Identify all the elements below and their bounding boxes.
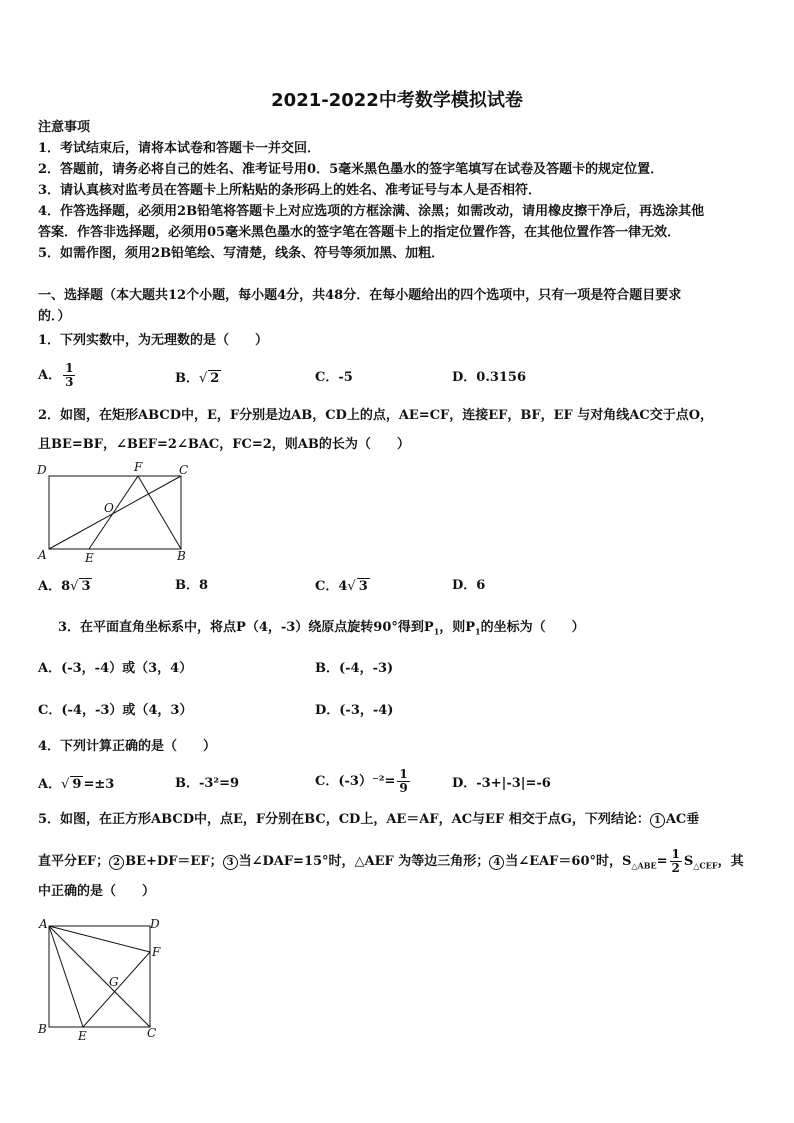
label-c: C [147,1026,157,1040]
circled-4: 4 [489,855,504,870]
q2-a-radicand: 3 [81,579,91,594]
label-f: F [152,945,161,959]
label-e: E [78,1029,87,1043]
segment-af [49,926,150,952]
q5-line2-e: = [656,854,668,869]
q4-option-a: A．√ 9 =±3 [38,777,115,792]
label-b: B [177,549,186,563]
label-o: O [104,501,114,515]
q5-line2-b: BE+DF＝EF； [125,854,223,869]
q3-stem [58,620,585,640]
q1-option-b: B．√ 2 [175,371,220,386]
q5-stem-line1 [38,812,699,828]
q5-stem-line2 [38,848,744,875]
label-a: A [38,548,47,562]
q5-fraction [670,848,682,875]
page-title: 2021-2022中考数学模拟试卷 [271,90,523,111]
q5-sub-abe: △ABE [631,860,657,871]
q4-option-c [315,768,412,795]
q2-option-d: D．6 [452,578,486,593]
q4-a-tail: =±3 [83,777,115,792]
segment-bf [138,476,181,549]
q2-option-c: C．4√ 3 [315,579,368,594]
q5-frac-num: 1 [671,847,680,861]
q3-option-b: B．(-4，-3) [315,661,394,676]
label-b: B [38,1022,47,1036]
q1-b-radicand: 2 [210,371,220,386]
q5-line2-g: ，其 [717,854,744,869]
notice-item-5: 5．如需作图，须用2B铅笔绘、写清楚，线条、符号等须加黑、加粗． [38,246,445,261]
notice-item-3: 3．请认真核对监考员在答题卡上所粘贴的条形码上的姓名、准考证号与本人是否相符． [38,183,542,198]
diagonal-ac [49,926,150,1027]
q1-a-label: A． [38,368,62,383]
circled-3: 3 [223,855,238,870]
q3-stem-mid: ，则P [439,620,476,635]
notice-item-4-cont: 答案．作答非选择题，必须用05毫米黑色墨水的签字笔在答题卡上的指定位置作答，在其他位置作答一律无效． [38,225,681,240]
notice-item-2: 2．答题前，请务必将自己的姓名、准考证号用0．5毫米黑色墨水的签字笔填写在试卷及答题卡的规定位置． [38,162,664,177]
q2-c-label: C．4 [315,579,348,594]
label-d: D [37,463,47,477]
q4-stem: 4．下列计算正确的是（ ） [38,739,217,754]
q5-sub-cef: △CEF [693,860,718,871]
segment-ae [49,926,83,1027]
section-heading: 一、选择题（本大题共12个小题，每小题4分，共48分．在每小题给出的四个选项中，只有一项是符合题目要求 [38,288,682,303]
q1-b-label: B． [175,371,199,386]
q5-line2-f: S [683,854,694,869]
label-c: C [179,463,189,477]
circled-2: 2 [109,855,124,870]
q3-option-d: D．(-3，-4) [315,703,394,718]
q4-c-num: 1 [399,767,408,781]
q2-a-label: A．8 [38,579,71,594]
q1-option-a [38,362,77,389]
segment-ef [83,952,150,1027]
q2-stem-line1: 2．如图，在矩形ABCD中，E，F分别是边AB，CD上的点，AE=CF，连接EF，BF，EF 与对角线AC交于点O， [38,408,714,423]
notice-item-4: 4．作答选择题，必须用2B铅笔将答题卡上对应选项的方框涂满、涂黑；如需改动，请用橡皮擦干净后，再选涂其他 [38,204,705,219]
q3-stem-post: 的坐标为（ ） [480,620,585,635]
q5-line1-pre: 5．如图，在正方形ABCD中，点E，F分别在BC，CD上，AE＝AF，AC与EF 相交于点G，下列结论： [38,812,650,827]
q1-a-num: 1 [65,361,74,375]
q5-line2-a: 直平分EF； [38,854,110,869]
q2-stem-line2: 且BE=BF，∠BEF=2∠BAC，FC=2，则AB的长为（ ） [38,437,410,452]
q1-stem: 1．下列实数中，为无理数的是（ ） [38,333,269,348]
q4-option-b: B．-3²=9 [175,776,240,791]
circled-1: 1 [650,813,665,828]
q3-sub2: 1 [475,626,481,637]
q3-sub1: 1 [433,626,440,637]
q3-option-a: A．(-3，-4）或（3，4） [38,661,193,676]
q4-a-radicand: 9 [72,777,82,792]
q4-option-d: D．-3+|-3|=-6 [452,776,551,791]
q1-option-d: D．0.3156 [452,370,527,385]
section-heading-cont: 的．） [38,309,71,324]
q2-c-radicand: 3 [358,579,368,594]
notice-heading: 注意事项 [38,120,91,135]
label-g: G [109,975,119,989]
q4-c-label: C．(-3）⁻²= [315,774,396,789]
label-f: F [134,460,143,474]
q5-stem-line3: 中正确的是（ ） [38,884,156,899]
q1-a-fraction [63,362,75,389]
label-a: A [39,917,48,931]
notice-item-1: 1．考试结束后，请将本试卷和答题卡一并交回． [38,141,321,156]
q4-c-fraction [397,768,409,795]
q3-stem-pre: 3．在平面直角坐标系中，将点P（4，-3）绕原点旋转90°得到P [58,620,434,635]
q5-line2-c: 当∠DAF=15°时，△AEF 为等边三角形； [238,854,490,869]
q3-option-c: C．(-4，-3）或（4，3） [38,703,193,718]
q5-frac-den: 2 [671,861,680,875]
q5-line2-d: 当∠EAF＝60°时，S [505,854,632,869]
q2-option-a: A．8√ 3 [38,579,91,594]
diagonal-ac [49,476,181,549]
q1-a-den: 3 [65,375,74,389]
label-e: E [85,551,94,565]
q4-c-den: 9 [399,781,408,795]
q4-a-label: A． [38,777,62,792]
label-d: D [150,917,160,931]
q5-square-figure [34,912,169,1044]
q1-option-c: C．-5 [315,370,353,385]
q5-line1-post: AC垂 [665,812,700,827]
q2-rectangle-figure [34,460,199,565]
q2-option-b: B．8 [175,578,209,593]
